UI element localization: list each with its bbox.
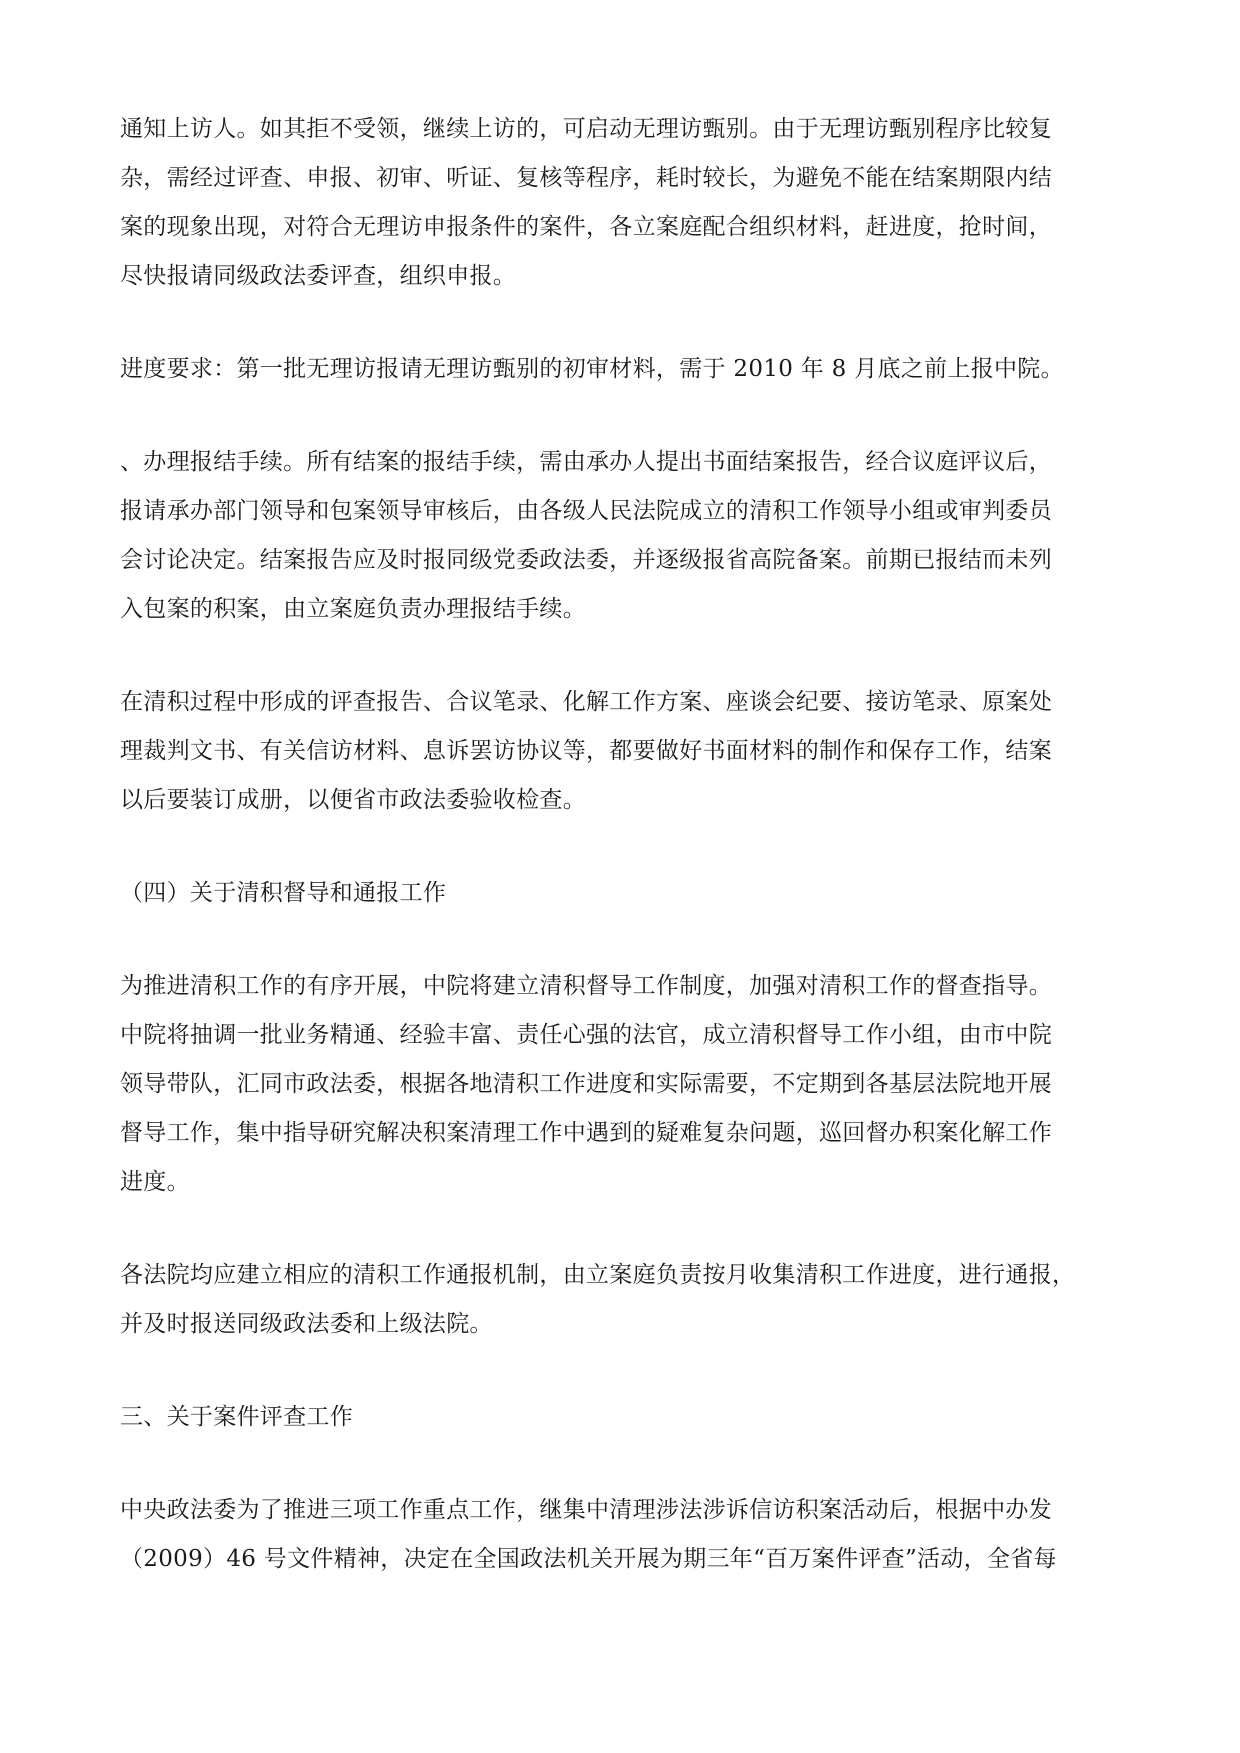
text-line: 杂，需经过评查、申报、初审、听证、复核等程序，耗时较长，为避免不能在结案期限内结 bbox=[120, 165, 1052, 191]
paragraph bbox=[120, 105, 1130, 301]
text-line: 理裁判文书、有关信访材料、息诉罢访协议等，都要做好书面材料的制作和保存工作，结案 bbox=[120, 738, 1052, 764]
text-line: 中院将抽调一批业务精通、经验丰富、责任心强的法官，成立清积督导工作小组，由市中院 bbox=[120, 1022, 1052, 1048]
paragraph bbox=[120, 678, 1130, 825]
section-heading bbox=[120, 1393, 1130, 1442]
text-line: 以后要装订成册，以便省市政法委验收检查。 bbox=[120, 787, 586, 813]
text-line: 中央政法委为了推进三项工作重点工作，继集中清理涉法涉诉信访积案活动后，根据中办发 bbox=[120, 1497, 1052, 1523]
text-line: 报请承办部门领导和包案领导审核后，由各级人民法院成立的清积工作领导小组或审判委员 bbox=[120, 498, 1052, 524]
paragraph bbox=[120, 1251, 1130, 1349]
section-heading bbox=[120, 869, 1130, 918]
text-line: （2009）46 号文件精神，决定在全国政法机关开展为期三年“百万案件评查”活动，全省每 bbox=[120, 1546, 1057, 1572]
text-line: 进度要求：第一批无理访报请无理访甄别的初审材料，需于 2010 年 8 月底之前上报中院。 bbox=[120, 356, 1064, 382]
text-line: 领导带队，汇同市政法委，根据各地清积工作进度和实际需要，不定期到各基层法院地开展 bbox=[120, 1071, 1052, 1097]
document-page bbox=[120, 105, 1130, 1628]
paragraph bbox=[120, 1486, 1130, 1584]
text-line: （四）关于清积督导和通报工作 bbox=[120, 880, 447, 906]
paragraph bbox=[120, 962, 1130, 1207]
text-line: 在清积过程中形成的评查报告、合议笔录、化解工作方案、座谈会纪要、接访笔录、原案处 bbox=[120, 689, 1052, 715]
text-line: 各法院均应建立相应的清积工作通报机制，由立案庭负责按月收集清积工作进度，进行通报， bbox=[120, 1262, 1076, 1288]
text-line: 、办理报结手续。所有结案的报结手续，需由承办人提出书面结案报告，经合议庭评议后， bbox=[120, 449, 1052, 475]
text-line: 案的现象出现，对符合无理访申报条件的案件，各立案庭配合组织材料，赶进度，抢时间， bbox=[120, 214, 1052, 240]
text-line: 为推进清积工作的有序开展，中院将建立清积督导工作制度，加强对清积工作的督查指导。 bbox=[120, 973, 1052, 999]
paragraph bbox=[120, 345, 1130, 394]
text-line: 入包案的积案，由立案庭负责办理报结手续。 bbox=[120, 596, 586, 622]
text-line: 会讨论决定。结案报告应及时报同级党委政法委，并逐级报省高院备案。前期已报结而未列 bbox=[120, 547, 1052, 573]
text-line: 督导工作，集中指导研究解决积案清理工作中遇到的疑难复杂问题，巡回督办积案化解工作 bbox=[120, 1120, 1052, 1146]
text-line: 尽快报请同级政法委评查，组织申报。 bbox=[120, 263, 517, 289]
text-line: 进度。 bbox=[120, 1169, 190, 1195]
text-line: 三、关于案件评查工作 bbox=[120, 1404, 353, 1430]
text-line: 通知上访人。如其拒不受领，继续上访的，可启动无理访甄别。由于无理访甄别程序比较复 bbox=[120, 116, 1052, 142]
text-line: 并及时报送同级政法委和上级法院。 bbox=[120, 1311, 493, 1337]
paragraph bbox=[120, 438, 1130, 634]
